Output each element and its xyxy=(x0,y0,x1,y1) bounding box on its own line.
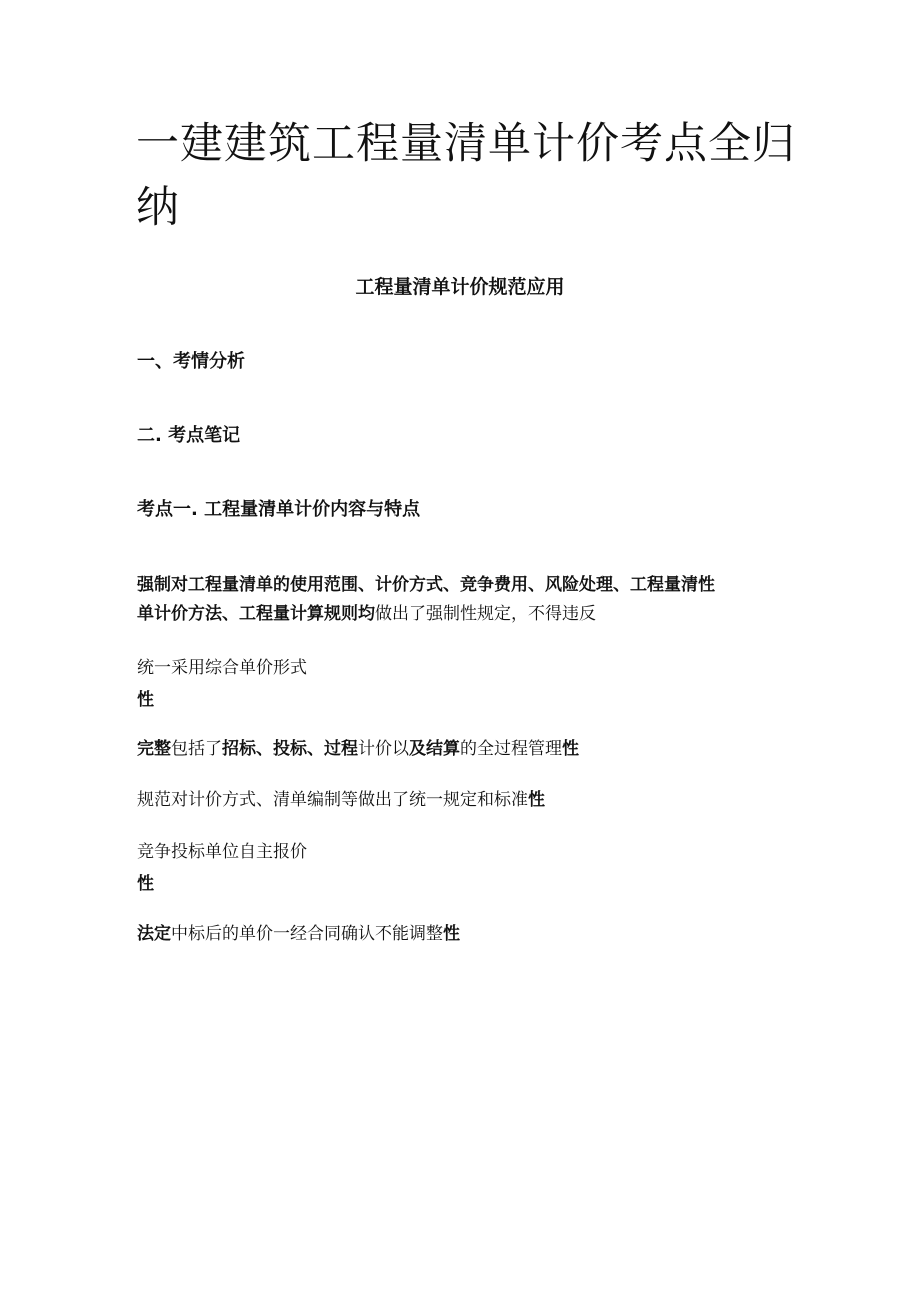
complete-n3: 的全过程管理 xyxy=(460,739,562,759)
competitive-suffix: 性 xyxy=(137,874,154,894)
unified-text: 统一采用综合单价形式 xyxy=(137,658,307,678)
paragraph-mandatory xyxy=(137,571,777,629)
complete-b2: 招标、投标、过程 xyxy=(222,739,358,759)
paragraph-legal xyxy=(137,920,777,949)
complete-n2: 计价以 xyxy=(358,739,409,759)
legal-b2: 性 xyxy=(443,924,460,944)
competitive-text: 竞争投标单位自主报价 xyxy=(137,842,307,862)
paragraph-standard xyxy=(137,786,777,815)
document-title: 一建建筑工程量清单计价考点全归纳 xyxy=(136,119,796,233)
paragraph-unified xyxy=(137,652,777,716)
section-heading-notes: 二. 考点笔记 xyxy=(137,425,241,446)
complete-b3: 及结算 xyxy=(409,739,460,759)
document-subtitle: 工程量清单计价规范应用 xyxy=(355,276,565,298)
standard-suffix: 性 xyxy=(528,790,545,810)
complete-b1: 完整 xyxy=(137,739,171,759)
section-heading-exam-analysis: 一、考情分析 xyxy=(137,351,245,372)
legal-text: 中标后的单价一经合同确认不能调整 xyxy=(171,924,443,944)
paragraph-complete xyxy=(137,735,777,764)
paragraph-competitive xyxy=(137,836,777,900)
unified-suffix: 性 xyxy=(137,690,154,710)
complete-n1: 包括了 xyxy=(171,739,222,759)
mandatory-bold-cont: 单计价方法、工程量计算规则均 xyxy=(137,604,375,624)
complete-b4: 性 xyxy=(562,739,579,759)
point-heading-1: 考点一. 工程量清单计价内容与特点 xyxy=(137,499,421,520)
standard-text: 规范对计价方式、清单编制等做出了统一规定和标准 xyxy=(137,790,528,810)
legal-b1: 法定 xyxy=(137,924,171,944)
mandatory-bold-intro: 强制对工程量清单的使用范围、计价方式、竞争费用、风险处理、工程量清性 xyxy=(137,575,715,595)
mandatory-text: 做出了强制性规定，不得违反 xyxy=(375,604,596,624)
